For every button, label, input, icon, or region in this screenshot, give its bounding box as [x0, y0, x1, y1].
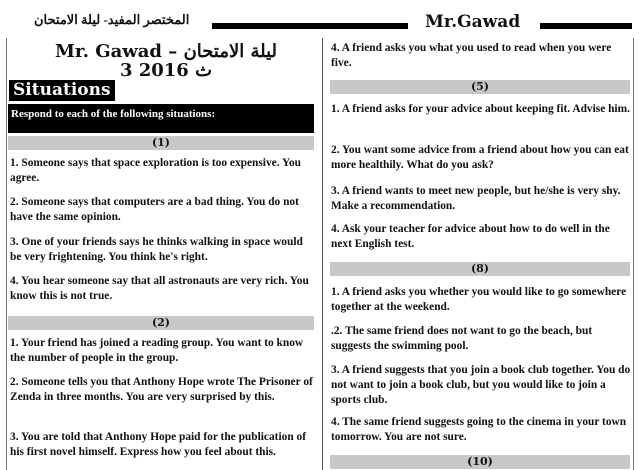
- title-line-1: Mr. Gawad – ليلة الامتحان: [54, 41, 278, 62]
- title-line-2: 3 ث 2016: [119, 60, 213, 81]
- list-item: 4. Ask your teacher for advice about how to do well in the next English test.: [331, 223, 610, 250]
- list-item: 1. A friend asks for your advice about keeping fit. Advise him.: [331, 103, 630, 115]
- header-arabic-title: المختصر المفيد- ليلة الامتحان: [34, 12, 190, 27]
- group-label-10: (10): [330, 455, 630, 469]
- list-item: 2. Someone says that computers are a bad thing. You do not have the same opinion.: [10, 196, 299, 223]
- page-header: [0, 12, 640, 36]
- section-heading: Situations: [9, 80, 115, 101]
- column-divider: [322, 38, 323, 470]
- list-item: 1. Your friend has joined a reading group. You want to know the number of people in the group.: [10, 337, 304, 364]
- header-rule-right: [540, 23, 632, 29]
- right-margin-rule: [633, 38, 634, 470]
- list-item: 3. A friend suggests that you join a book club together. You do not want to join a book club, but you would like to join a sports club.: [331, 364, 631, 406]
- list-item: 3. One of your friends says he thinks walking in space would be very frightening. You think he's right.: [10, 236, 303, 263]
- list-item: 1. Someone says that space exploration is too expensive. You agree.: [10, 157, 301, 184]
- list-item: 4. You hear someone say that all astronauts are very rich. You know this is not true.: [10, 275, 309, 302]
- left-margin-rule: [6, 38, 7, 470]
- list-item: 1. A friend asks you whether you would like to go somewhere together at the weekend.: [331, 286, 627, 313]
- group-label-5: (5): [330, 80, 630, 94]
- header-rule-left: [212, 23, 408, 29]
- group-label-8: (8): [330, 262, 630, 276]
- list-item: 3. You are told that Anthony Hope paid for the publication of his first novel himself. Express how you feel about this.: [10, 431, 306, 458]
- worksheet-title: [46, 42, 286, 80]
- group-label-1: (1): [8, 136, 314, 150]
- list-item: 4. A friend asks you what you used to read when you were five.: [331, 42, 612, 69]
- header-author: Mr.Gawad: [425, 12, 521, 32]
- group-label-2: (2): [8, 316, 314, 330]
- list-item: 2. You want some advice from a friend about how you can eat more healthily. What do you ask?: [331, 144, 629, 171]
- list-item: .2. The same friend does not want to go the beach, but suggests the swimming pool.: [331, 325, 593, 352]
- list-item: 3. A friend wants to meet new people, but he/she is very shy. Make a recommendation.: [331, 185, 621, 212]
- instruction-bar: Respond to each of the following situations:: [8, 104, 314, 133]
- list-item: 4. The same friend suggests going to the cinema in your town tomorrow. You are not sure.: [331, 416, 627, 443]
- list-item: 2. Someone tells you that Anthony Hope wrote The Prisoner of Zenda in three months. You are very surprised by this.: [10, 376, 313, 403]
